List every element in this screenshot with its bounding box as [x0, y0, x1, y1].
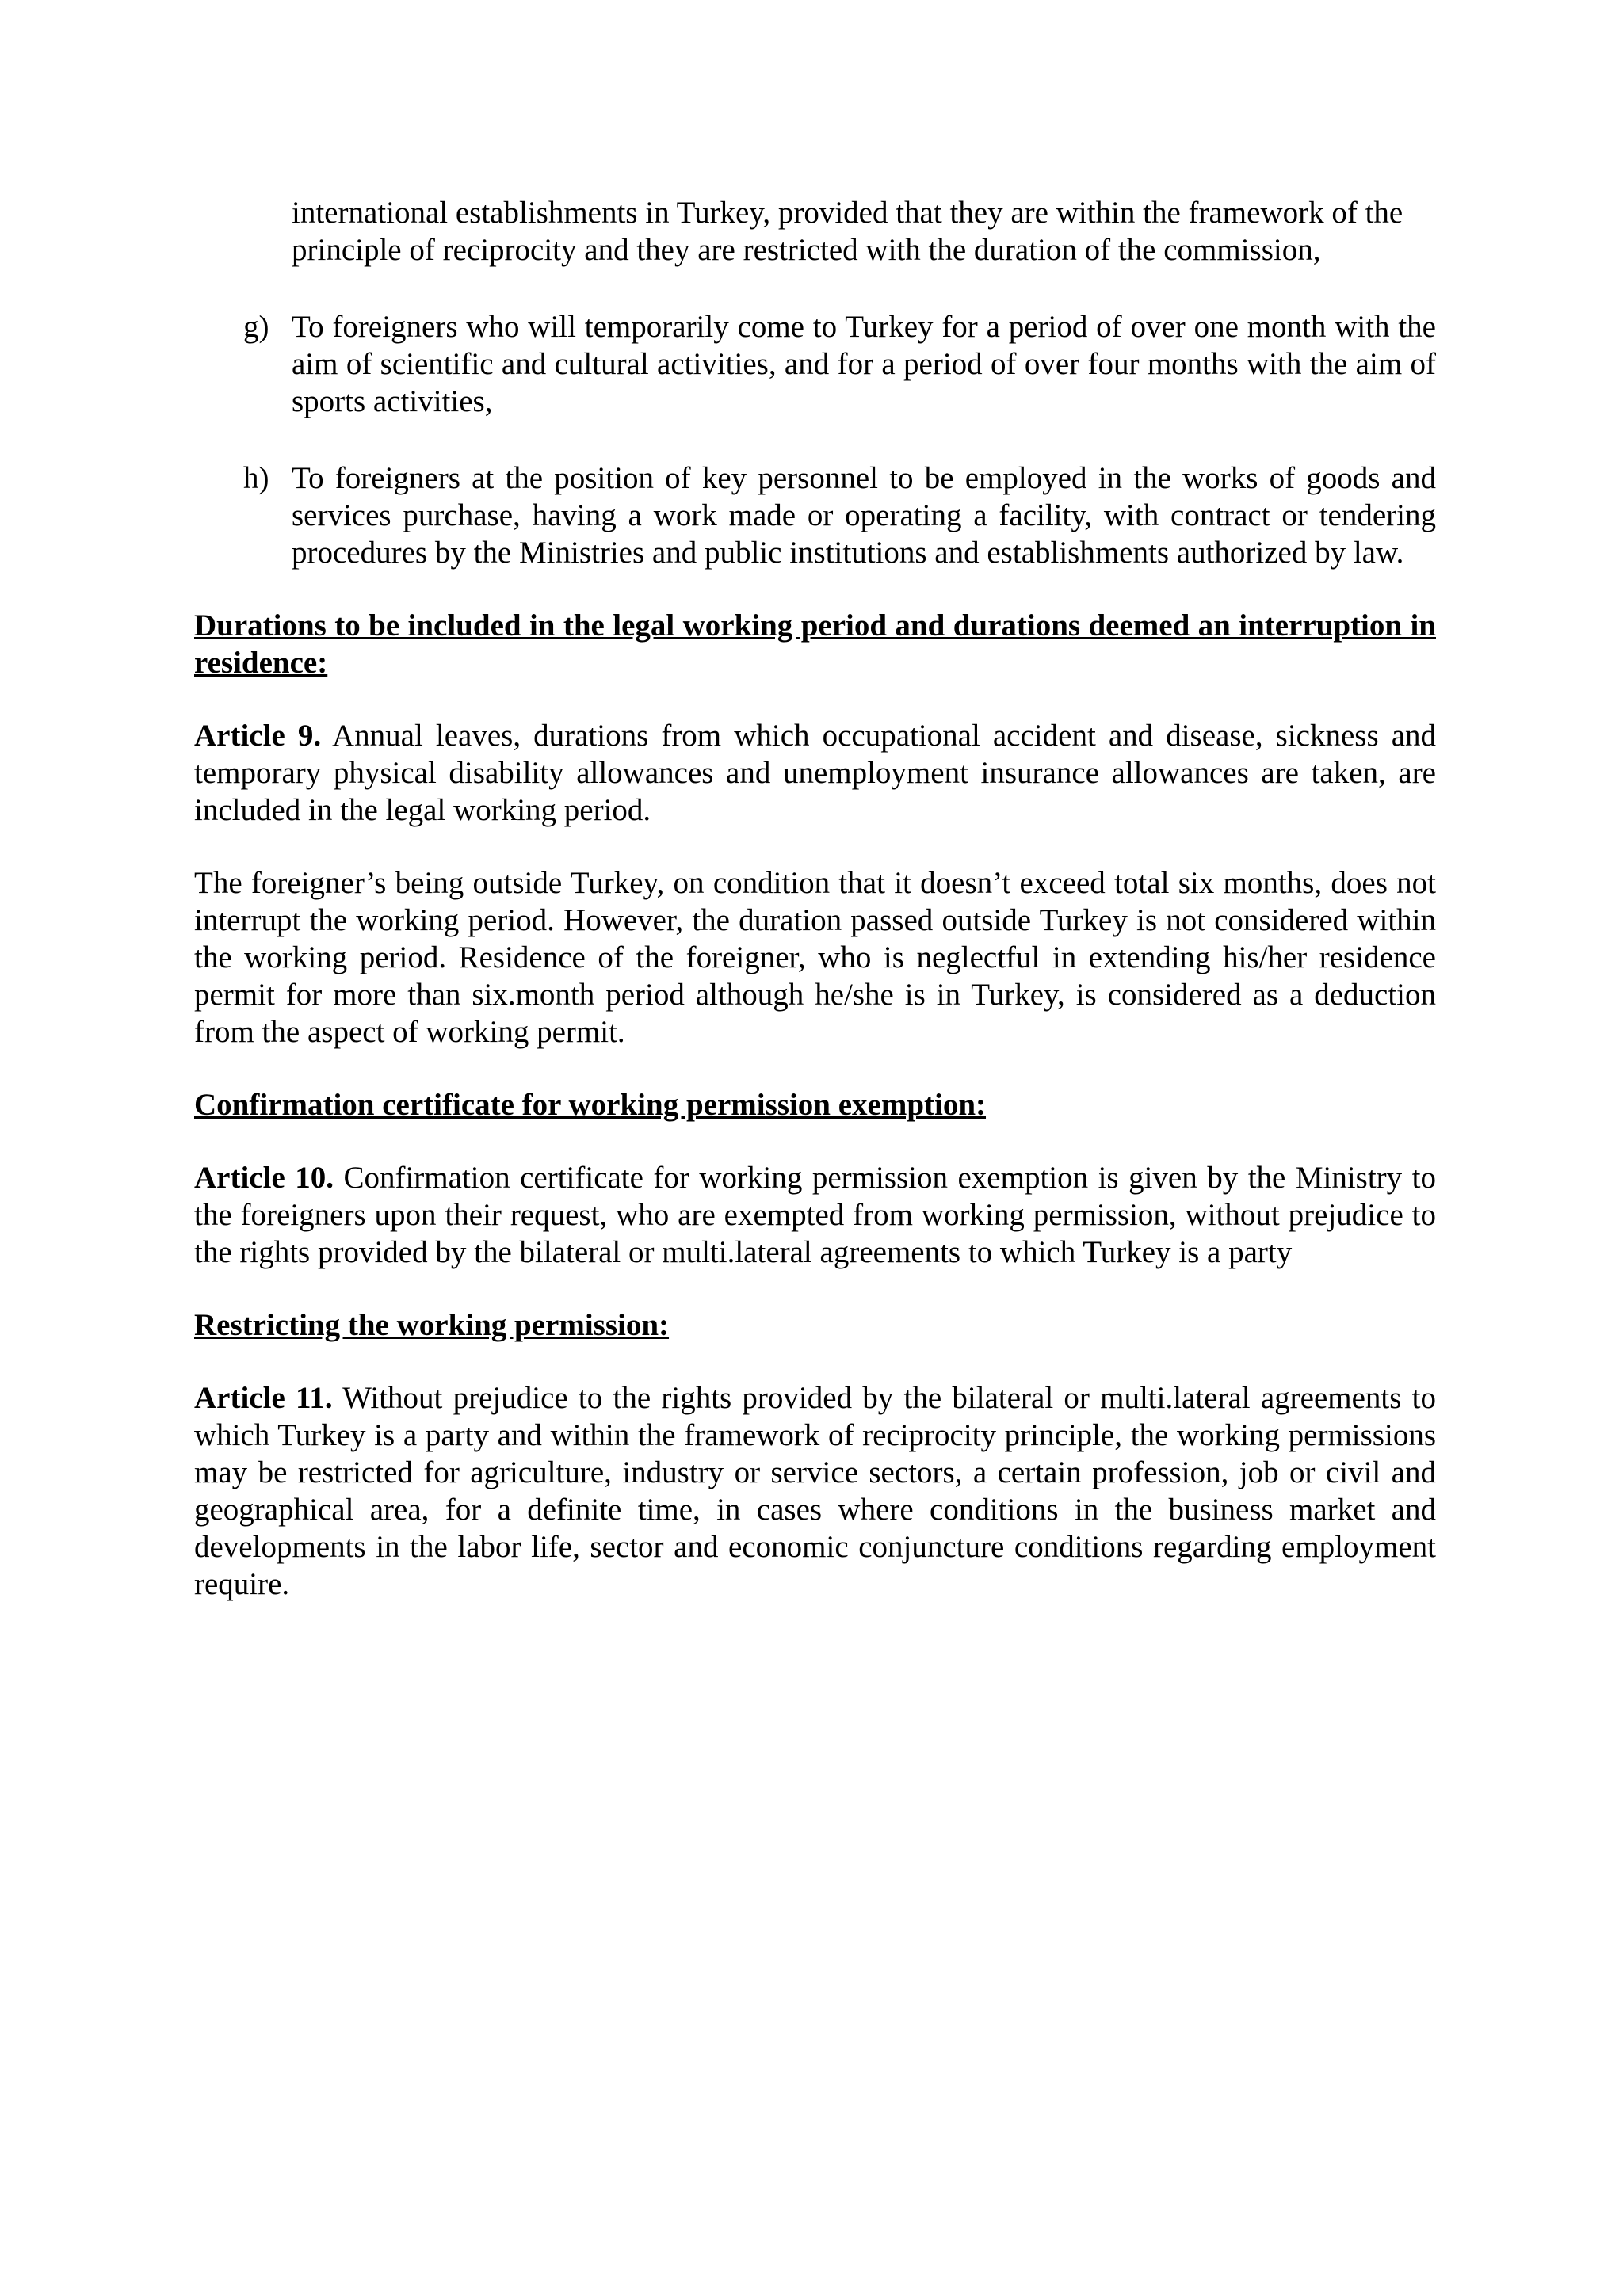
continuation-paragraph: international establishments in Turkey, provided that they are within the framework of the principle of reciprocity and they are restricted with the duration of the commission, [292, 196, 1403, 267]
section-heading-confirmation: Confirmation certificate for working permission exemption: [194, 1088, 987, 1122]
list-item-text: To foreigners at the position of key personnel to be employed in the works of goods and services purchase, having a work made or operating a facility, with contract or tendering procedures by the Ministries and public institutions and establishments authorized by law. [292, 461, 1436, 570]
list-marker: h) [243, 461, 269, 495]
article-text: Without prejudice to the rights provided by the bilateral or multi.lateral agreements to which Turkey is a party and within the framework of reciprocity principle, the working permissions may be restricted for agriculture, industry or service sectors, a certain profession, job or civil and geographical area, for a definite time, in cases where conditions in the business market and developments in the labor life, sector and economic conjuncture conditions regarding employment require. [194, 1381, 1436, 1601]
section-heading-restricting: Restricting the working permission: [194, 1308, 670, 1342]
article-9-second-paragraph: The foreigner’s being outside Turkey, on condition that it doesn’t exceed total six months, does not interrupt the working period. However, the duration passed outside Turkey is not considered within the working period. Residence of the foreigner, who is neglectful in extending his/her residence permit for more than six.month period although he/she is in Turkey, is considered as a deduction from the aspect of working permit. [194, 866, 1436, 1049]
article-label: Article 11. [194, 1381, 333, 1415]
article-label: Article 10. [194, 1161, 334, 1195]
article-10-paragraph [194, 1159, 1436, 1271]
article-label: Article 9. [194, 719, 322, 753]
list-item-text: To foreigners who will temporarily come to Turkey for a period of over one month with the aim of scientific and cultural activities, and for a period of over four months with the aim of sports activities, [292, 310, 1436, 418]
list-item-g [194, 308, 1436, 420]
document-page [194, 194, 1436, 1603]
article-9-paragraph [194, 717, 1436, 829]
article-11-paragraph [194, 1379, 1436, 1603]
article-text: Confirmation certificate for working permission exemption is given by the Ministry to the foreigners upon their request, who are exempted from working permission, without prejudice to the rights provided by the bilateral or multi.lateral agreements to which Turkey is a party [194, 1161, 1436, 1269]
article-text: Annual leaves, durations from which occupational accident and disease, sickness and temporary physical disability allowances and unemployment insurance allowances are taken, are included in the legal working period. [194, 719, 1437, 827]
list-item-h [194, 460, 1436, 571]
section-heading-durations: Durations to be included in the legal working period and durations deemed an interruption in residence: [194, 608, 1436, 680]
list-marker: g) [243, 310, 269, 344]
